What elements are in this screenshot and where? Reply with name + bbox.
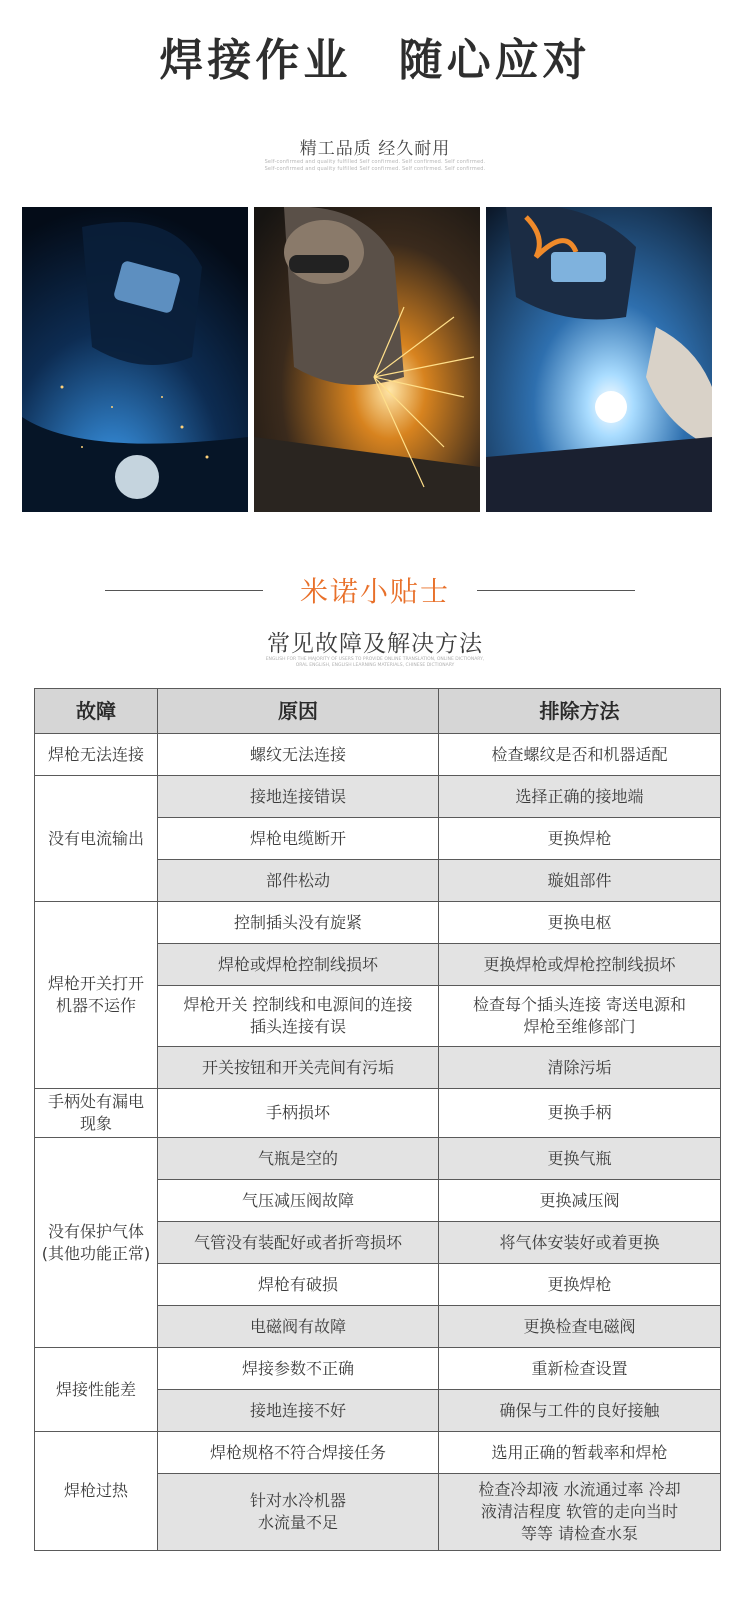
- header-solution: 排除方法: [439, 689, 721, 734]
- solution-cell: 检查冷却液 水流通过率 冷却 液清洁程度 软管的走向当时 等等 请检查水泵: [439, 1474, 721, 1551]
- fine-print-line: Self-confirmed and quality fulfilled Self confirmed. Self confirmed. Self confirmed.: [264, 159, 486, 165]
- tips-divider-right: [477, 590, 635, 591]
- cause-cell: 气压减压阀故障: [158, 1180, 439, 1222]
- header-fault: 故障: [35, 689, 158, 734]
- cause-cell: 焊枪规格不符合焊接任务: [158, 1432, 439, 1474]
- solution-cell: 更换焊枪: [439, 1264, 721, 1306]
- solution-cell: 更换检查电磁阀: [439, 1306, 721, 1348]
- table-row: [35, 1348, 721, 1390]
- fine-print-line: Self-confirmed and quality fulfilled Self confirmed. Self confirmed. Self confirmed.: [264, 166, 486, 172]
- welder-helmet-illustration: [22, 207, 248, 512]
- cause-cell: 控制插头没有旋紧: [158, 902, 439, 944]
- welding-arc-illustration: [486, 207, 712, 512]
- solution-cell: 更换减压阀: [439, 1180, 721, 1222]
- solution-cell: 更换手柄: [439, 1089, 721, 1138]
- fine-print-line: ORAL ENGLISH, ENGLISH LEARNING MATERIALS, CHINESE DICTIONARY: [295, 663, 455, 668]
- solution-cell: 选用正确的暂载率和焊枪: [439, 1432, 721, 1474]
- fault-cell: 焊枪开关打开 机器不运作: [35, 902, 158, 1089]
- grinder-sparks-photo: [254, 207, 480, 512]
- fault-cell: 焊枪无法连接: [35, 734, 158, 776]
- table-row: [35, 902, 721, 944]
- cause-cell: 螺纹无法连接: [158, 734, 439, 776]
- cause-cell: 部件松动: [158, 860, 439, 902]
- cause-cell: 电磁阀有故障: [158, 1306, 439, 1348]
- solution-cell: 检查每个插头连接 寄送电源和 焊枪至维修部门: [439, 986, 721, 1047]
- table-row: [35, 734, 721, 776]
- welding-arc-photo: [486, 207, 712, 512]
- solution-cell: 将气体安装好或着更换: [439, 1222, 721, 1264]
- cause-cell: 气管没有装配好或者折弯损坏: [158, 1222, 439, 1264]
- fault-cell: 没有电流输出: [35, 776, 158, 902]
- solution-cell: 检查螺纹是否和机器适配: [439, 734, 721, 776]
- table-header-row: [35, 689, 721, 734]
- cause-cell: 针对水冷机器 水流量不足: [158, 1474, 439, 1551]
- solution-cell: 更换焊枪或焊枪控制线损坏: [439, 944, 721, 986]
- table-row: [35, 776, 721, 818]
- cause-cell: 焊枪或焊枪控制线损坏: [158, 944, 439, 986]
- solution-cell: 选择正确的接地端: [439, 776, 721, 818]
- cause-cell: 焊枪电缆断开: [158, 818, 439, 860]
- solution-cell: 重新检查设置: [439, 1348, 721, 1390]
- fault-cell: 焊接性能差: [35, 1348, 158, 1432]
- grinder-sparks-illustration: [254, 207, 480, 512]
- table-body: [35, 734, 721, 1551]
- cause-cell: 开关按钮和开关壳间有污垢: [158, 1047, 439, 1089]
- fine-print-line: ENGLISH FOR THE MAJORITY OF USERS TO PROVIDE ONLINE TRANSLATION, ONLINE DICTIONARY,: [265, 657, 485, 662]
- table-row: [35, 1138, 721, 1180]
- faq-title: 常见故障及解决方法: [267, 631, 483, 657]
- solution-cell: 更换气瓶: [439, 1138, 721, 1180]
- troubleshooting-table: [34, 688, 721, 1551]
- solution-cell: 璇姐部件: [439, 860, 721, 902]
- faq-fine-print: [240, 657, 510, 669]
- cause-cell: 焊接参数不正确: [158, 1348, 439, 1390]
- cause-cell: 手柄损坏: [158, 1089, 439, 1138]
- solution-cell: 更换电枢: [439, 902, 721, 944]
- solution-cell: 清除污垢: [439, 1047, 721, 1089]
- header-cause: 原因: [158, 689, 439, 734]
- tips-title: 米诺小贴士: [299, 575, 450, 608]
- cause-cell: 接地连接错误: [158, 776, 439, 818]
- fault-cell: 手柄处有漏电 现象: [35, 1089, 158, 1138]
- solution-cell: 确保与工件的良好接触: [439, 1390, 721, 1432]
- cause-cell: 焊枪开关 控制线和电源间的连接 插头连接有误: [158, 986, 439, 1047]
- table-row: [35, 1089, 721, 1138]
- cause-cell: 气瓶是空的: [158, 1138, 439, 1180]
- solution-cell: 更换焊枪: [439, 818, 721, 860]
- fault-cell: 焊枪过热: [35, 1432, 158, 1551]
- cause-cell: 接地连接不好: [158, 1390, 439, 1432]
- cause-cell: 焊枪有破损: [158, 1264, 439, 1306]
- hero-subtitle: 精工品质 经久耐用: [299, 139, 451, 159]
- table-row: [35, 1432, 721, 1474]
- hero-fine-print: [225, 159, 525, 173]
- fault-cell: 没有保护气体 (其他功能正常): [35, 1138, 158, 1348]
- welder-helmet-photo: [22, 207, 248, 512]
- hero-title: 焊接作业 随心应对: [159, 35, 591, 86]
